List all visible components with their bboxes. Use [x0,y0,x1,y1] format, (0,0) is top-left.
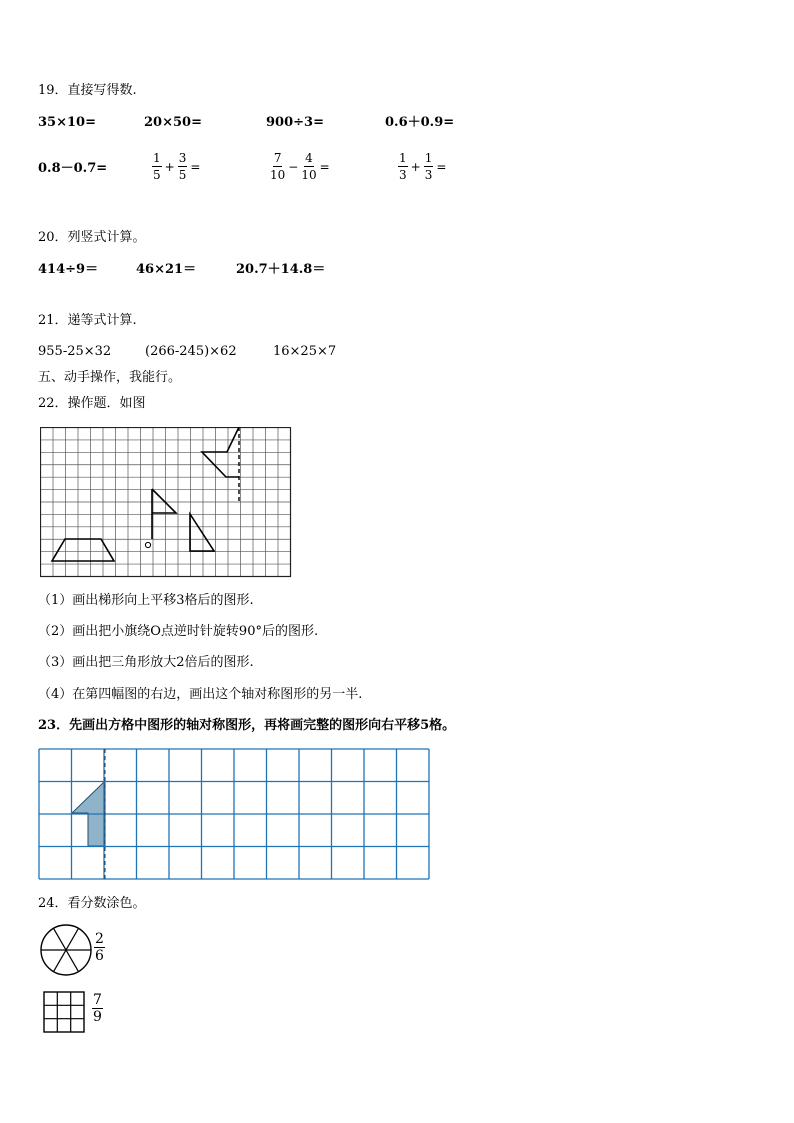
q24-circle-figure [38,922,98,982]
q24-fraction-2 [90,993,105,1024]
q21-title: 21．递等式计算. [38,313,137,328]
operator: + [410,159,421,174]
trapezoid-shape [52,539,114,561]
q23-grid-figure [38,748,432,882]
section-5-heading: 五、动手操作，我能行。 [38,370,182,385]
denominator: 6 [95,948,104,964]
q19-problem: 900÷3= [266,115,324,130]
numerator: 2 [95,931,104,947]
q24-fraction-1 [92,932,107,963]
q19-title: 19．直接写得数. [38,83,137,98]
q20-problem: 414÷9＝ [38,262,99,277]
q20-problem: 46×21＝ [136,262,197,277]
equals: = [319,159,330,174]
numerator: 3 [178,151,187,165]
numerator: 1 [424,151,433,165]
numerator: 1 [153,151,161,165]
numerator: 7 [93,992,102,1008]
q19-fraction-problem [396,151,447,182]
q21-problem: 955-25×32 [38,344,112,359]
point-o-marker [145,542,150,547]
denominator: 3 [424,168,433,182]
denominator: 10 [301,168,317,182]
flag-shape [152,489,176,513]
q22-task: （3）画出把三角形放大2倍后的图形. [38,655,254,670]
q19-problem: 35×10= [38,115,96,130]
q23-title: 23．先画出方格中图形的轴对称图形，再将画完整的图形向右平移5格。 [38,718,456,733]
q19-problem: 0.6＋0.9= [385,115,455,130]
operator: − [288,159,299,174]
numerator: 1 [399,151,407,165]
q24-title: 24．看分数涂色。 [38,896,146,911]
q22-title: 22．操作题．如图 [38,396,146,411]
denominator: 5 [153,168,161,182]
numerator: 4 [305,151,313,165]
q22-task: （2）画出把小旗绕O点逆时针旋转90°后的图形. [38,624,319,639]
q24-square-grid-figure [42,990,88,1036]
equals: = [190,159,201,174]
triangle-shape [190,514,214,551]
denominator: 9 [93,1009,102,1025]
q19-problem: 0.8－0.7= [38,161,108,176]
denominator: 5 [178,168,187,182]
numerator: 7 [273,151,282,165]
q22-task: （1）画出梯形向上平移3格后的图形. [38,593,254,608]
denominator: 10 [270,168,286,182]
q21-problem: 16×25×7 [273,344,337,359]
q19-problem: 20×50= [144,115,202,130]
q22-grid-figure [40,427,292,578]
denominator: 3 [399,168,407,182]
q20-problem: 20.7＋14.8＝ [236,262,326,277]
q19-fraction-problem [150,151,201,182]
q20-title: 20．列竖式计算。 [38,230,146,245]
q22-task: （4）在第四幅图的右边，画出这个轴对称图形的另一半. [38,687,363,702]
equals: = [436,159,447,174]
q19-fraction-problem [268,151,331,182]
operator: + [164,159,175,174]
q21-problem: (266-245)×62 [145,344,237,359]
